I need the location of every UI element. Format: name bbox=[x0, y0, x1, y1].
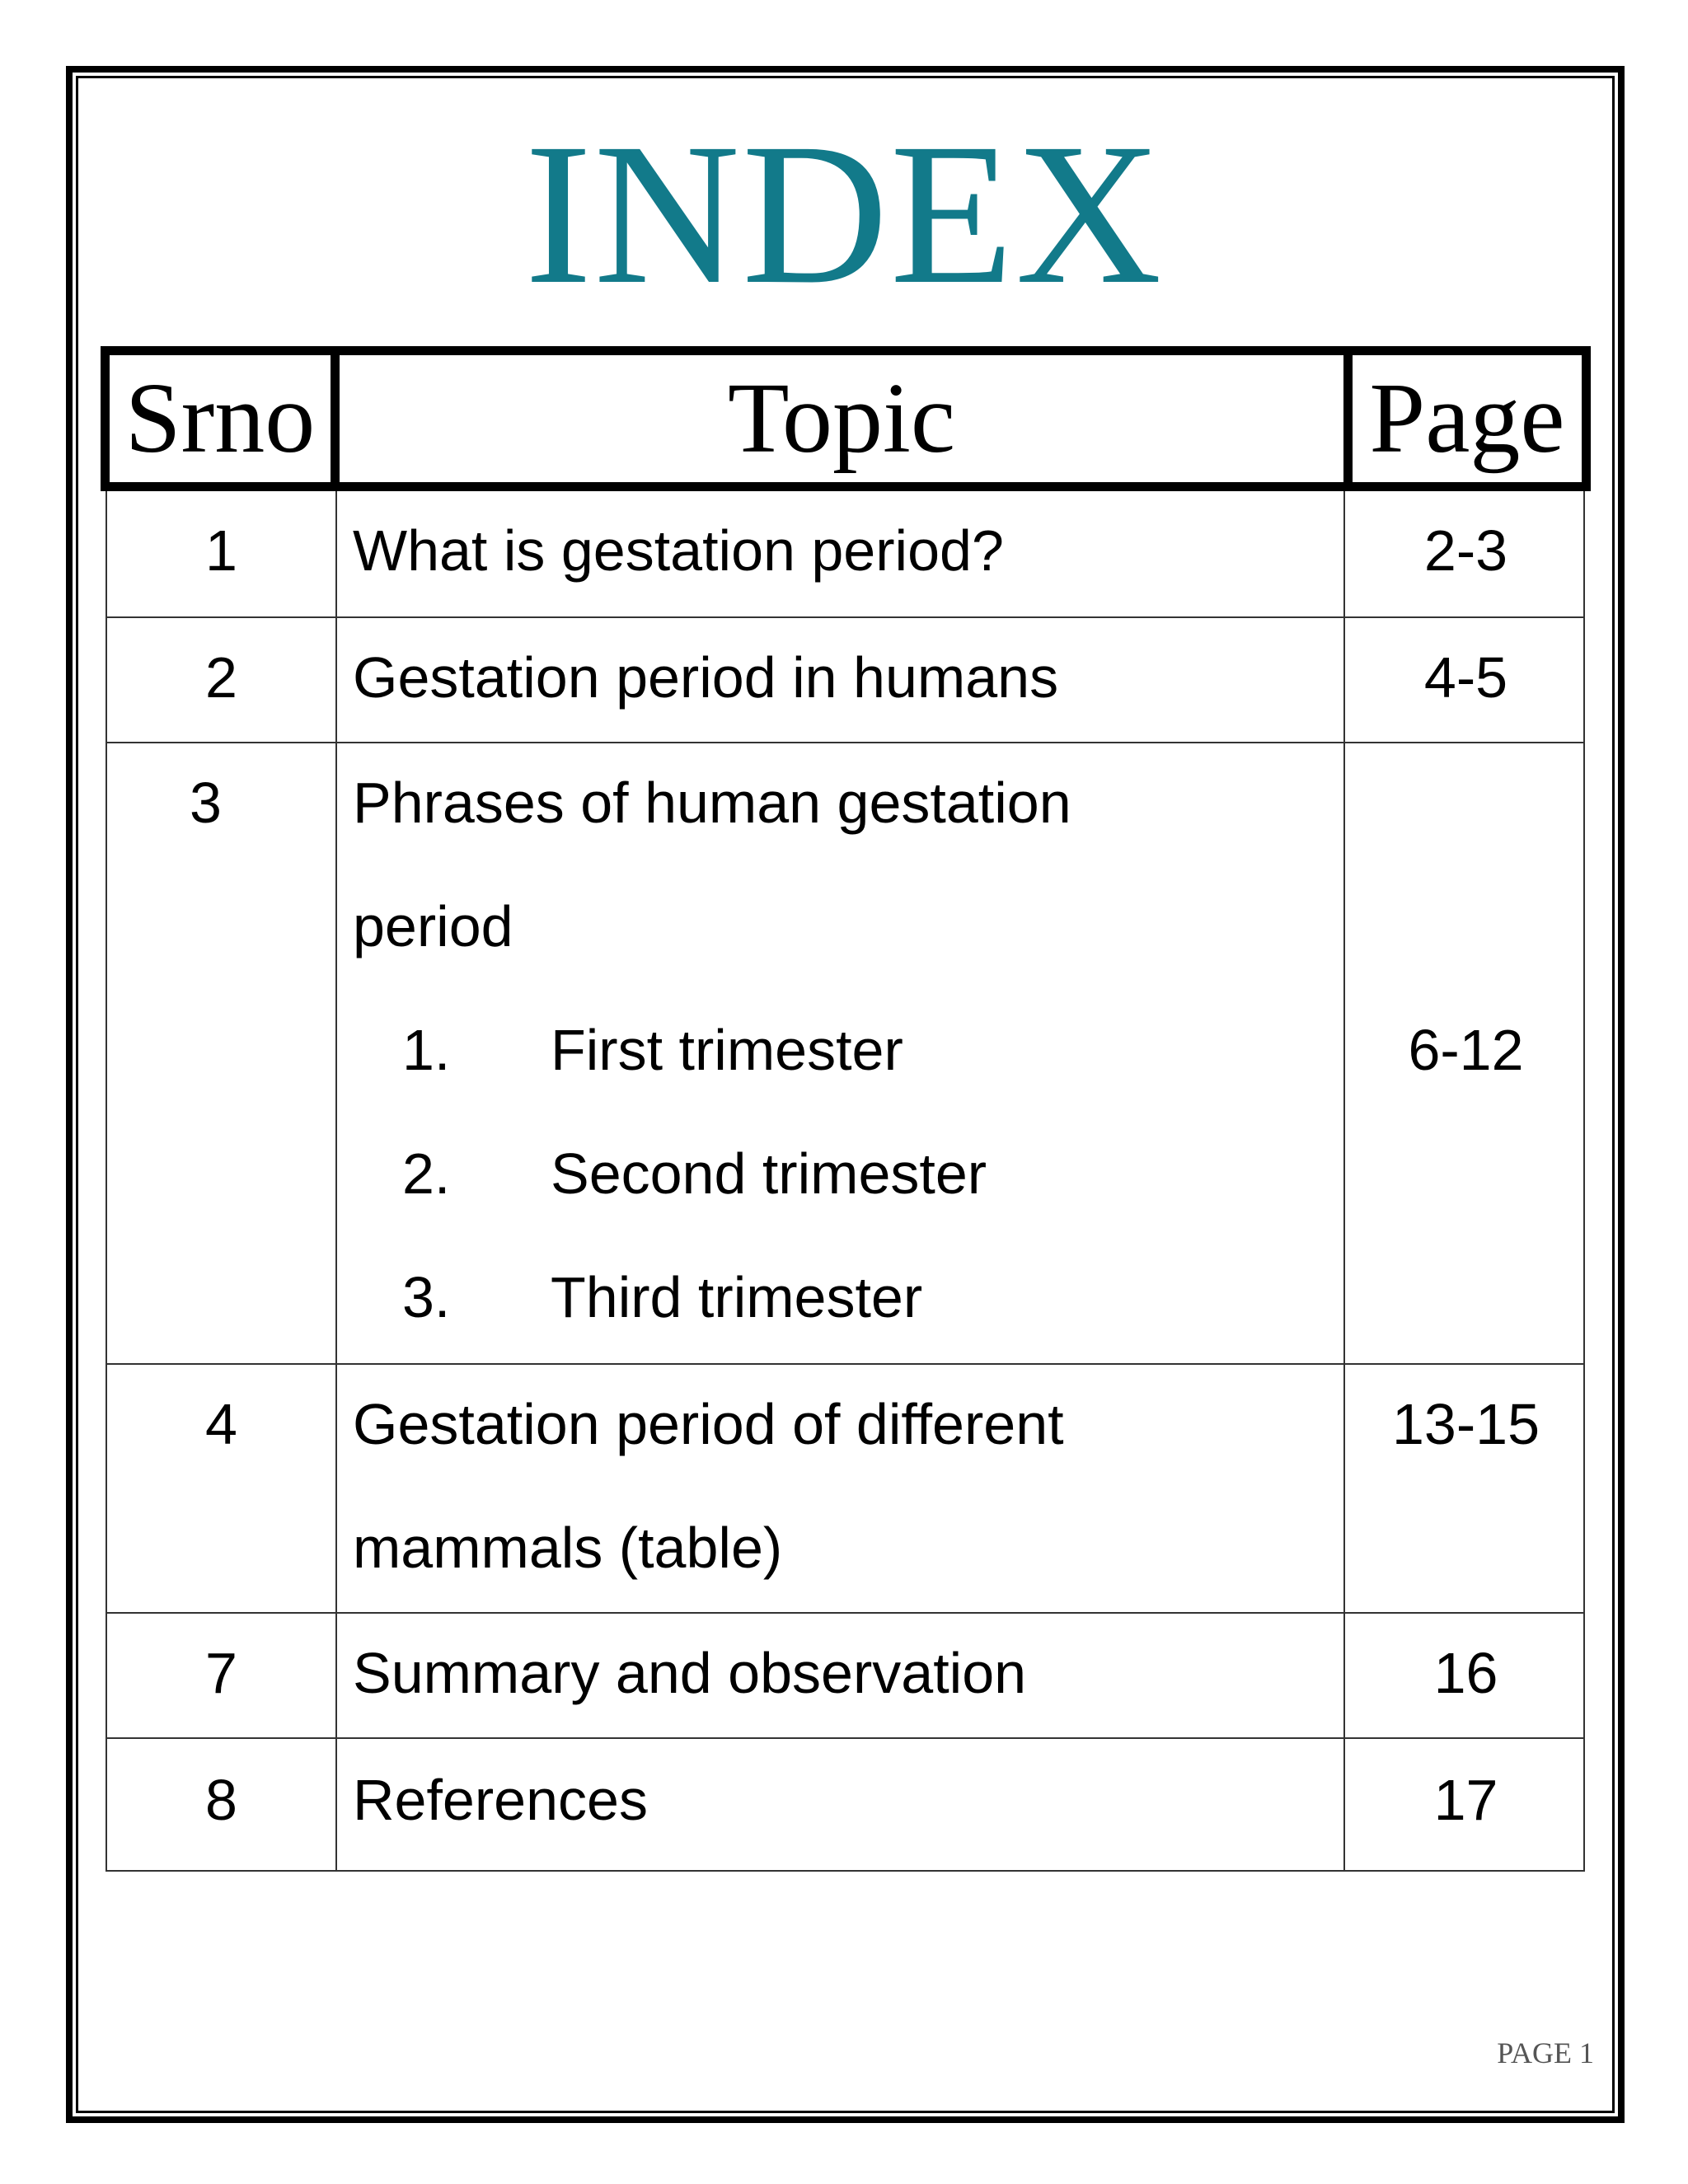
index-table bbox=[106, 491, 1585, 1872]
subitem-label: Second trimester bbox=[551, 1141, 987, 1206]
header-topic: Topic bbox=[331, 346, 1353, 491]
table-row bbox=[107, 491, 1583, 616]
row-topic-line: Phrases of human gestation bbox=[353, 771, 1071, 835]
row-topic-line: Gestation period of different bbox=[353, 1392, 1064, 1456]
row-page: 2-3 bbox=[1423, 518, 1508, 583]
row-page: 4-5 bbox=[1423, 645, 1508, 710]
table-row bbox=[107, 742, 1583, 1363]
subitem-number: 1. bbox=[402, 1018, 451, 1082]
table-row bbox=[107, 616, 1583, 742]
row-page: 17 bbox=[1433, 1768, 1498, 1832]
row-srno: 4 bbox=[205, 1392, 237, 1456]
row-topic: What is gestation period? bbox=[353, 518, 1004, 583]
row-page: 13-15 bbox=[1391, 1392, 1540, 1456]
subitem-number: 3. bbox=[402, 1265, 451, 1329]
row-page: 6-12 bbox=[1408, 1018, 1524, 1082]
subitem-label: First trimester bbox=[551, 1018, 903, 1082]
row-topic-line: period bbox=[353, 894, 513, 958]
index-title: INDEX bbox=[524, 102, 1164, 326]
subitem-label: Third trimester bbox=[551, 1265, 923, 1329]
table-row bbox=[107, 1737, 1583, 1870]
row-srno: 7 bbox=[205, 1641, 237, 1705]
row-topic-line: mammals (table) bbox=[353, 1516, 783, 1580]
row-srno: 1 bbox=[205, 518, 237, 583]
row-topic: References bbox=[353, 1768, 648, 1832]
row-srno: 3 bbox=[190, 771, 222, 835]
row-topic: Gestation period in humans bbox=[353, 645, 1059, 710]
row-srno: 2 bbox=[205, 645, 237, 710]
table-row bbox=[107, 1612, 1583, 1737]
header-srno: Srno bbox=[101, 346, 340, 491]
table-row bbox=[107, 1363, 1583, 1612]
page-number-footer: PAGE 1 bbox=[1497, 2036, 1594, 2069]
header-page: Page bbox=[1343, 346, 1591, 491]
row-srno: 8 bbox=[205, 1768, 237, 1832]
row-page: 16 bbox=[1433, 1641, 1498, 1705]
subitem-number: 2. bbox=[402, 1141, 451, 1206]
row-topic: Summary and observation bbox=[353, 1641, 1027, 1705]
